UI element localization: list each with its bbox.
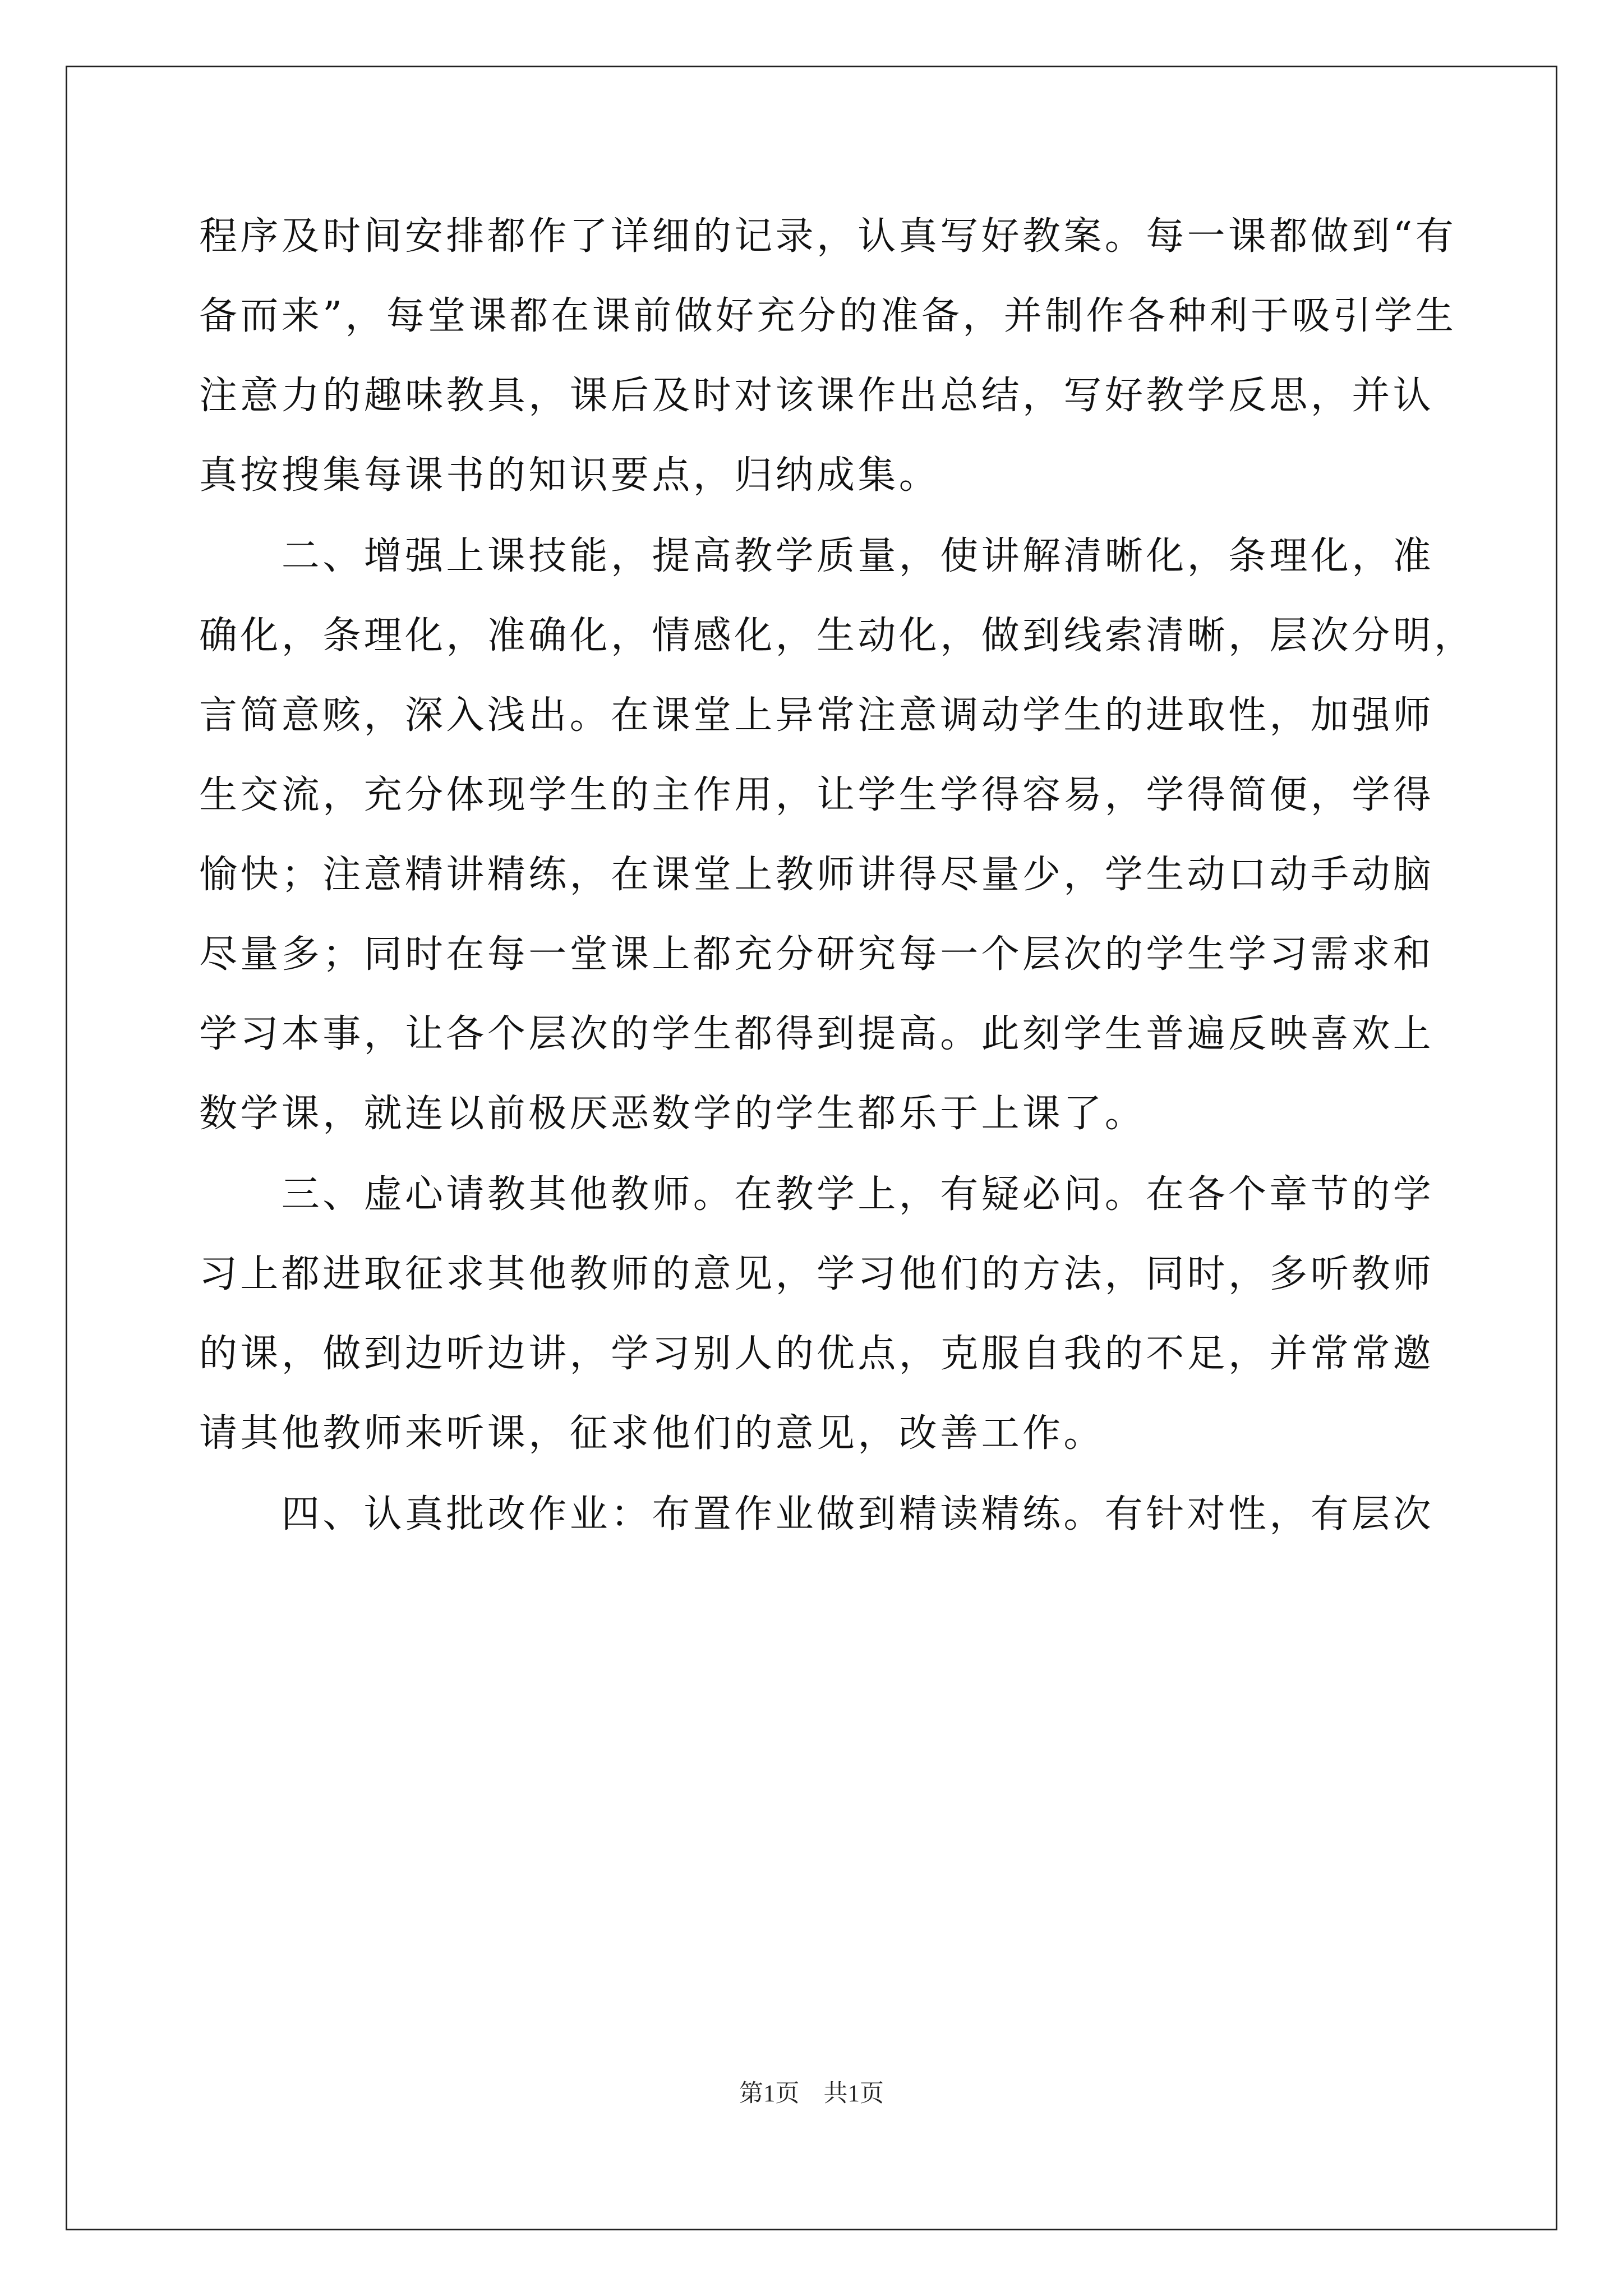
text-line: 备而来”，每堂课都在课前做好充分的准备，并制作各种利于吸引学生 (199, 294, 1457, 338)
text-line: 三、虚心请教其他教师。在教学上，有疑必问。在各个章节的学 (199, 1172, 1435, 1217)
text-line: 习上都进取征求其他教师的意见，学习他们的方法，同时，多听教师 (199, 1252, 1435, 1296)
text-line: 数学课，就连以前极厌恶数学的学生都乐于上课了。 (199, 1092, 1146, 1136)
page-number-footer: 第1页 共1页 (739, 2081, 884, 2107)
text-line: 确化，条理化，准确化，情感化，生动化，做到线索清晰，层次分明， (199, 614, 1476, 658)
text-line: 学习本事，让各个层次的学生都得到提高。此刻学生普遍反映喜欢上 (199, 1012, 1435, 1056)
text-line: 程序及时间安排都作了详细的记录，认真写好教案。每一课都做到“有 (199, 214, 1457, 259)
text-line: 尽量多；同时在每一堂课上都充分研究每一个层次的学生学习需求和 (199, 932, 1435, 977)
text-line: 言简意赅，深入浅出。在课堂上异常注意调动学生的进取性，加强师 (199, 693, 1435, 738)
text-line: 二、增强上课技能，提高教学质量，使讲解清晰化，条理化，准 (199, 534, 1435, 578)
text-line: 的课，做到边听边讲，学习别人的优点，克服自我的不足，并常常邀 (199, 1332, 1435, 1376)
text-line: 注意力的趣味教具，课后及时对该课作出总结，写好教学反思，并认 (199, 374, 1435, 418)
text-line: 愉快；注意精讲精练，在课堂上教师讲得尽量少，学生动口动手动脑 (199, 853, 1435, 897)
text-line: 真按搜集每课书的知识要点，归纳成集。 (199, 453, 940, 498)
text-line: 请其他教师来听课，征求他们的意见，改善工作。 (199, 1411, 1105, 1456)
text-line: 生交流，充分体现学生的主作用，让学生学得容易，学得简便，学得 (199, 773, 1435, 817)
text-line: 四、认真批改作业：布置作业做到精读精练。有针对性，有层次 (199, 1492, 1435, 1536)
